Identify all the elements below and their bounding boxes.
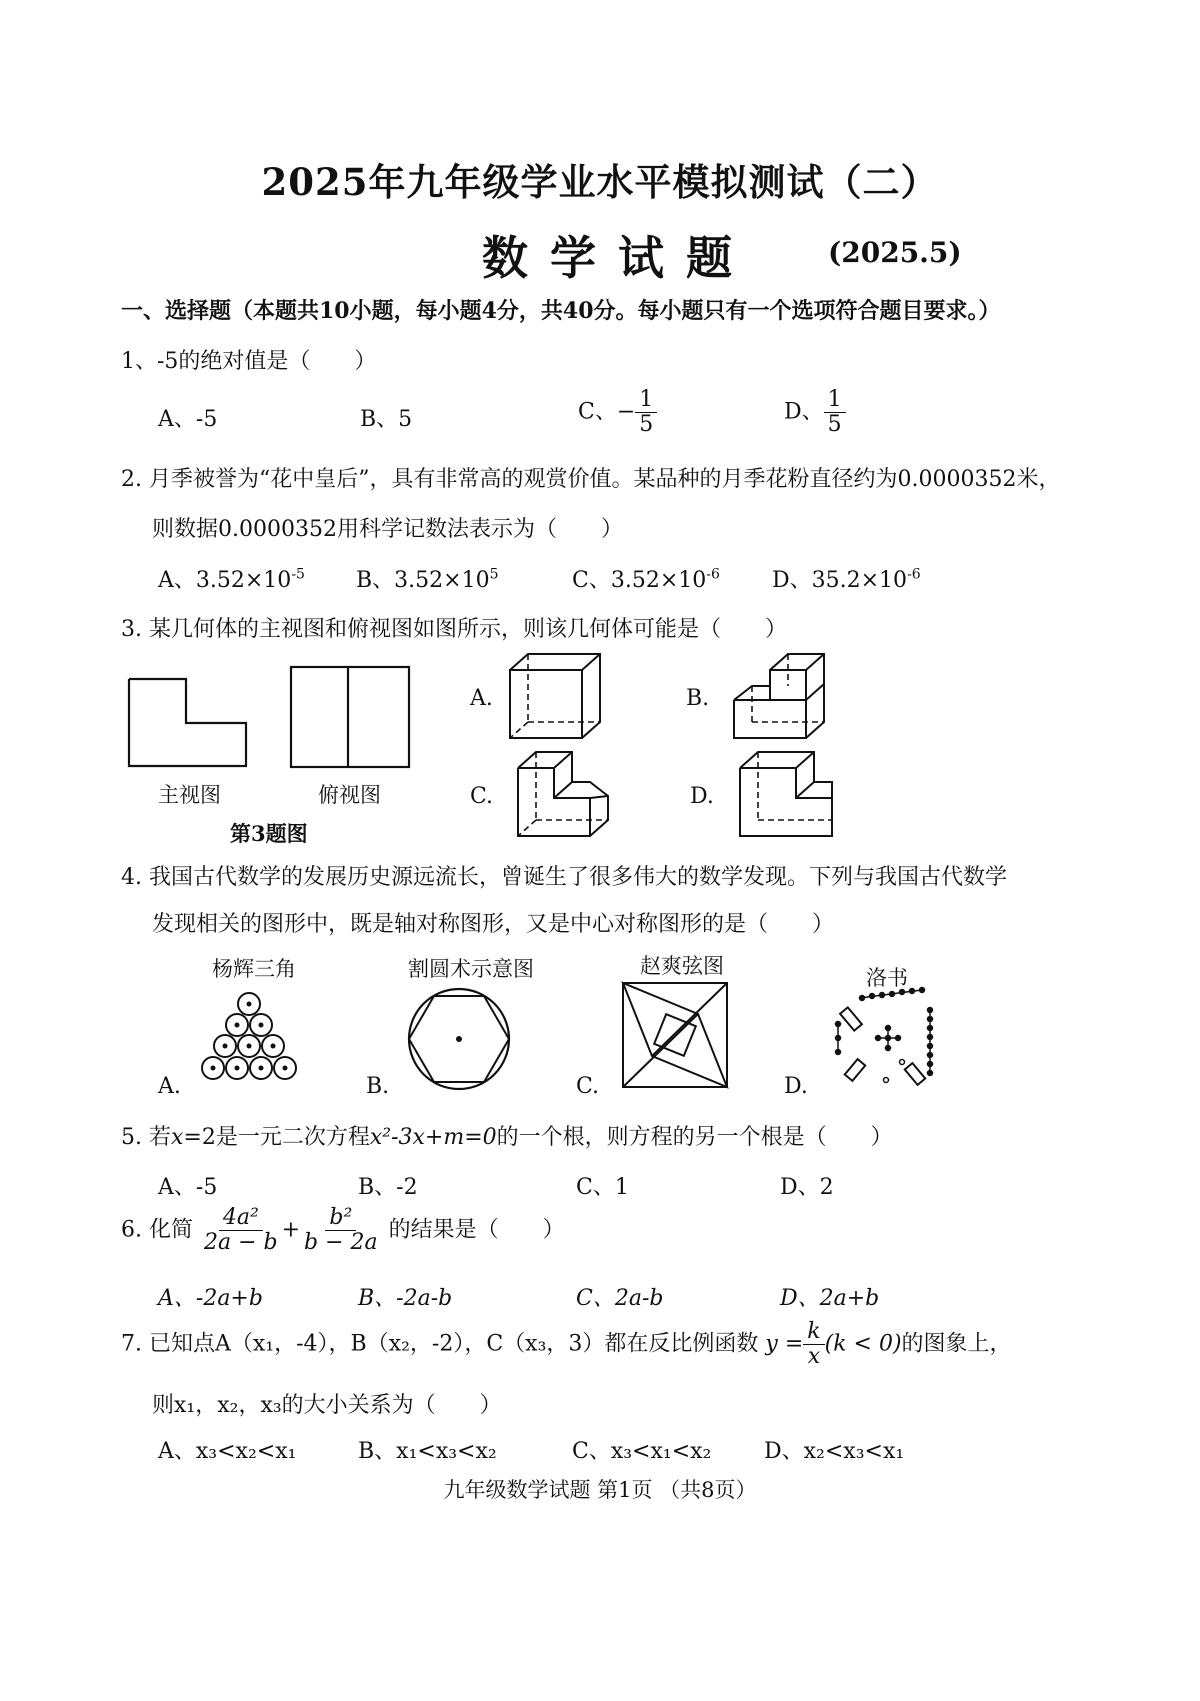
text: 6. 化简 bbox=[121, 1217, 193, 1243]
option-text: B、3.52×10 bbox=[356, 568, 490, 593]
q4-line1: 4. 我国古代数学的发展历史源远流长，曾诞生了很多伟大的数学发现。下列与我国古代数学 bbox=[121, 865, 1007, 890]
q6-option-a: A、-2a+b bbox=[158, 1286, 263, 1311]
q3-stem: 3. 某几何体的主视图和俯视图如图所示，则该几何体可能是（ ） bbox=[121, 617, 787, 642]
denominator: 5 bbox=[639, 412, 654, 438]
q2-line1: 2. 月季被誉为“花中皇后”，具有非常高的观赏价值。某品种的月季花粉直径约为0.0000352米， bbox=[121, 467, 1061, 492]
equation: x²-3x+m=0 bbox=[369, 1125, 497, 1150]
q3-option-c-figure bbox=[514, 750, 614, 840]
q4-c-caption: 赵爽弦图 bbox=[640, 954, 724, 978]
fraction bbox=[824, 388, 846, 437]
q4-line2: 发现相关的图形中，既是轴对称图形，又是中心对称图形的是（ ） bbox=[152, 912, 835, 937]
numerator: 1 bbox=[635, 388, 657, 413]
option-text: C、3.52×10 bbox=[572, 568, 707, 593]
q1-option-b: B、5 bbox=[360, 407, 413, 432]
q3-figure-caption: 第3题图 bbox=[230, 821, 308, 846]
exponent: 5 bbox=[489, 566, 499, 583]
q4-circle-division bbox=[404, 984, 514, 1094]
q6-option-c: C、2a-b bbox=[576, 1286, 664, 1311]
numerator: k bbox=[803, 1320, 824, 1345]
section-heading: 一、选择题（本题共10小题，每小题4分，共40分。每小题只有一个选项符合题目要求。） bbox=[121, 298, 1001, 324]
q3-option-c-label: C. bbox=[470, 784, 494, 809]
q6-stem bbox=[121, 1206, 565, 1255]
text: 7. 已知点A（x₁，-4），B（x₂，-2），C（x₃，3）都在反比例函数 bbox=[121, 1331, 759, 1357]
q4-a-caption: 杨辉三角 bbox=[212, 957, 296, 981]
text: 5. 若 bbox=[121, 1125, 171, 1150]
text: 的结果是（ ） bbox=[388, 1217, 565, 1243]
q3-option-a-label: A. bbox=[470, 686, 493, 711]
subject-title: 数学试题 bbox=[482, 231, 754, 285]
q7-line1 bbox=[121, 1320, 1012, 1369]
q5-option-d: D、2 bbox=[780, 1175, 834, 1200]
text: =2是一元二次方程 bbox=[183, 1125, 370, 1150]
exam-title: 2025年九年级学业水平模拟测试（二） bbox=[261, 160, 939, 204]
option-text: D、35.2×10 bbox=[772, 568, 908, 593]
q1-option-a: A、-5 bbox=[158, 407, 218, 432]
option-label: C、 bbox=[578, 399, 617, 425]
q3-front-view bbox=[126, 676, 252, 770]
q1-stem: 1、-5的绝对值是（ ） bbox=[121, 349, 377, 374]
exam-date: (2025.5) bbox=[828, 236, 962, 269]
q4-option-c-label: C. bbox=[576, 1074, 600, 1099]
function-fraction bbox=[803, 1320, 824, 1369]
q4-zhaoshuang-diagram bbox=[620, 980, 730, 1090]
q1-option-d bbox=[784, 388, 846, 437]
denominator: x bbox=[807, 1344, 821, 1370]
plus-sign: + bbox=[281, 1217, 301, 1243]
q5-option-a: A、-5 bbox=[158, 1175, 218, 1200]
q4-d-caption: 洛书 bbox=[866, 966, 908, 990]
exponent: -6 bbox=[706, 566, 720, 583]
q3-top-view bbox=[288, 664, 414, 770]
q7-option-c: C、x₃<x₁<x₂ bbox=[572, 1439, 712, 1464]
q1-option-c bbox=[578, 388, 657, 437]
q4-option-a-label: A. bbox=[158, 1074, 181, 1099]
q4-b-caption: 割圆术示意图 bbox=[408, 957, 534, 981]
q3-option-b-label: B. bbox=[686, 686, 710, 711]
q7-option-b: B、x₁<x₃<x₂ bbox=[358, 1439, 497, 1464]
q2-option-d bbox=[772, 563, 921, 594]
fraction-1 bbox=[200, 1206, 282, 1255]
option-text: A、3.52×10 bbox=[158, 568, 292, 593]
q7-option-a: A、x₃<x₂<x₁ bbox=[158, 1439, 297, 1464]
fraction bbox=[635, 388, 657, 437]
q3-option-a-figure bbox=[506, 652, 606, 742]
q7-line2: 则x₁，x₂，x₃的大小关系为（ ） bbox=[152, 1393, 502, 1418]
q3-option-d-figure bbox=[736, 750, 840, 840]
q3-top-caption: 俯视图 bbox=[318, 783, 381, 807]
q2-option-b bbox=[356, 563, 499, 594]
numerator: 4a² bbox=[219, 1206, 263, 1231]
exponent: -5 bbox=[291, 566, 305, 583]
q6-option-d: D、2a+b bbox=[780, 1286, 880, 1311]
q7-option-d: D、x₂<x₃<x₁ bbox=[764, 1439, 905, 1464]
text: 的图象上， bbox=[901, 1331, 1012, 1357]
numerator: b² bbox=[325, 1206, 356, 1231]
q4-option-d-label: D. bbox=[784, 1074, 808, 1099]
minus-sign: − bbox=[616, 399, 636, 425]
exponent: -6 bbox=[907, 566, 921, 583]
variable: x bbox=[170, 1125, 184, 1150]
q4-luoshu-diagram bbox=[830, 986, 942, 1090]
q4-yanghui-triangle bbox=[194, 990, 304, 1090]
q5-option-b: B、-2 bbox=[358, 1175, 418, 1200]
q5-stem bbox=[121, 1120, 893, 1151]
q3-front-caption: 主视图 bbox=[158, 783, 221, 807]
option-label: D、 bbox=[784, 399, 824, 425]
q3-option-b-figure bbox=[730, 652, 830, 742]
function-lhs: y = bbox=[765, 1331, 804, 1357]
q6-option-b: B、-2a-b bbox=[358, 1286, 453, 1311]
denominator: 5 bbox=[827, 412, 842, 438]
denominator: 2a − b bbox=[203, 1230, 278, 1256]
function-condition: (k < 0) bbox=[824, 1331, 902, 1357]
q4-option-b-label: B. bbox=[366, 1074, 390, 1099]
denominator: b − 2a bbox=[304, 1230, 378, 1256]
text: 的一个根，则方程的另一个根是（ ） bbox=[496, 1125, 893, 1150]
q2-option-a bbox=[158, 563, 305, 594]
q5-option-c: C、1 bbox=[576, 1175, 629, 1200]
page-footer: 九年级数学试题 第1页 （共8页） bbox=[443, 1478, 757, 1502]
q2-option-c bbox=[572, 563, 720, 594]
numerator: 1 bbox=[824, 388, 846, 413]
fraction-2 bbox=[300, 1206, 382, 1255]
q2-line2: 则数据0.0000352用科学记数法表示为（ ） bbox=[152, 517, 623, 542]
q3-option-d-label: D. bbox=[690, 784, 714, 809]
